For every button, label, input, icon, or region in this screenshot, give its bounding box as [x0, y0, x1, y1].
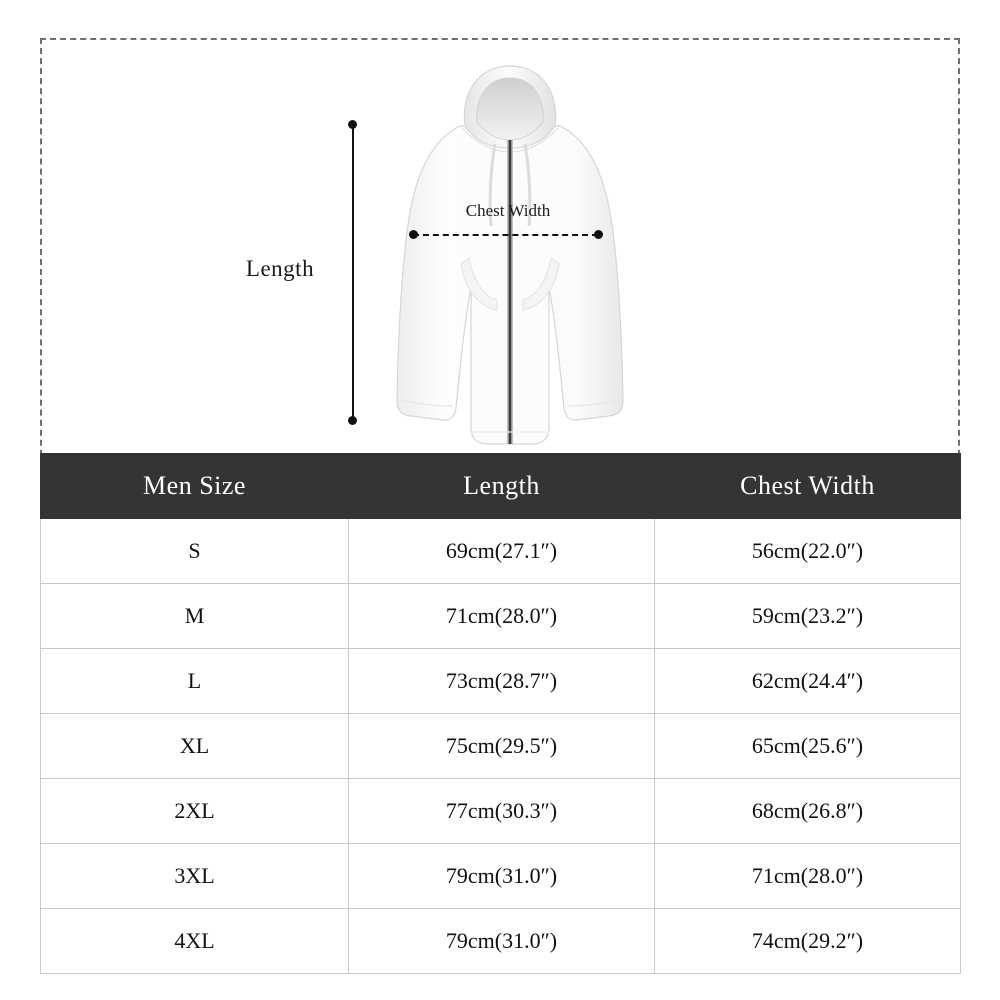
- table-row: [41, 519, 961, 584]
- cell-length: 73cm(28.7″): [349, 649, 655, 714]
- column-header-chest: Chest Width: [655, 454, 961, 519]
- table-row: [41, 844, 961, 909]
- size-table: [40, 453, 961, 974]
- table-row: [41, 909, 961, 974]
- length-measure-label: Length: [245, 256, 315, 281]
- chest-measure-line: [413, 234, 598, 236]
- column-header-size: Men Size: [41, 454, 349, 519]
- cell-size: L: [41, 649, 349, 714]
- length-endpoint-bottom-dot: [348, 416, 357, 425]
- cell-chest: 74cm(29.2″): [655, 909, 961, 974]
- cell-chest: 59cm(23.2″): [655, 584, 961, 649]
- column-header-length: Length: [349, 454, 655, 519]
- chest-endpoint-left-dot: [409, 230, 418, 239]
- garment-illustration: [40, 38, 960, 453]
- cell-size: 4XL: [41, 909, 349, 974]
- cell-length: 75cm(29.5″): [349, 714, 655, 779]
- table-row: [41, 779, 961, 844]
- cell-chest: 62cm(24.4″): [655, 649, 961, 714]
- cell-size: 2XL: [41, 779, 349, 844]
- cell-length: 79cm(31.0″): [349, 844, 655, 909]
- cell-chest: 56cm(22.0″): [655, 519, 961, 584]
- cell-chest: 68cm(26.8″): [655, 779, 961, 844]
- cell-length: 77cm(30.3″): [349, 779, 655, 844]
- cell-length: 71cm(28.0″): [349, 584, 655, 649]
- cell-size: XL: [41, 714, 349, 779]
- length-measure-line: [352, 124, 354, 421]
- cell-chest: 71cm(28.0″): [655, 844, 961, 909]
- cell-length: 69cm(27.1″): [349, 519, 655, 584]
- cell-size: 3XL: [41, 844, 349, 909]
- chest-measure-label: Chest Width: [465, 201, 551, 220]
- table-header-row: [41, 454, 961, 519]
- cell-length: 79cm(31.0″): [349, 909, 655, 974]
- cell-size: S: [41, 519, 349, 584]
- chest-endpoint-right-dot: [594, 230, 603, 239]
- table-row: [41, 649, 961, 714]
- cell-size: M: [41, 584, 349, 649]
- hoodie-graphic: [365, 48, 655, 448]
- table-row: [41, 584, 961, 649]
- table-row: [41, 714, 961, 779]
- length-endpoint-top-dot: [348, 120, 357, 129]
- cell-chest: 65cm(25.6″): [655, 714, 961, 779]
